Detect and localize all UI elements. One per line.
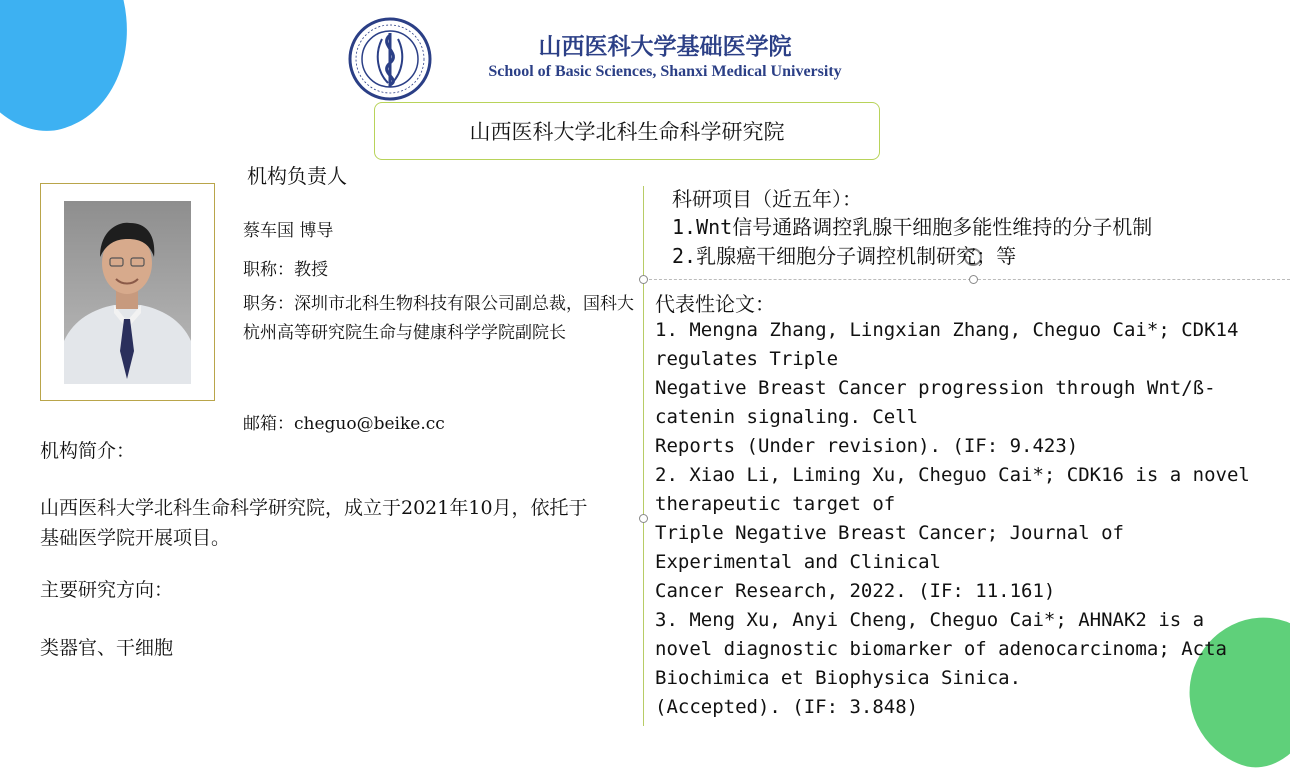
textbox-selection-border [644,279,1290,280]
institute-title-box [374,102,880,160]
leader-name: 蔡车国 博导 [243,221,334,241]
resize-handle-middle-left[interactable] [639,514,648,523]
intro-label: 机构简介： [40,440,136,462]
project-item: 2.乳腺癌干细胞分子调控机制研究；等 [672,244,1017,268]
portrait-photo [64,201,191,384]
projects-title: 科研项目（近五年）： [672,187,862,211]
direction-label: 主要研究方向： [40,579,174,601]
project-item: 1.Wnt信号通路调控乳腺干细胞多能性维持的分子机制 [672,215,1153,239]
intro-text: 山西医科大学北科生命科学研究院，成立于2021年10月，依托于基础医学院开展项目。 [40,497,588,549]
paper-item[interactable]: 3. Meng Xu, Anyi Cheng, Cheguo Cai*; AHNAK2 is a novel diagnostic biomarker of adenocarcinoma; Acta Biochimica et Biophysica Sinica. (Accepted). (IF: 3.848) [655,609,1227,718]
paper-item[interactable]: 1. Mengna Zhang, Lingxian Zhang, Cheguo Cai*; CDK14 regulates Triple Negative Breast Cancer progression through Wnt/ß- catenin signaling. Cell Reports (Under revision). (IF: 9.423) [655,319,1239,457]
resize-handle-top-middle[interactable] [969,275,978,284]
university-seal-icon [348,17,432,101]
institute-title: 山西医科大学北科生命科学研究院 [469,120,785,144]
school-name-cn: 山西医科大学基础医学院 [538,34,792,60]
direction-text: 类器官、干细胞 [40,637,174,659]
resize-handle-top-left[interactable] [639,275,648,284]
school-name-en: School of Basic Sciences, Shanxi Medical University [488,63,842,80]
leader-section-title: 机构负责人 [247,164,347,188]
leader-email: 邮箱：cheguo@beike.cc [243,414,445,434]
leader-title: 职称：教授 [243,260,328,280]
papers-title: 代表性论文： [655,292,775,316]
paper-item[interactable]: 2. Xiao Li, Liming Xu, Cheguo Cai*; CDK16 is a novel therapeutic target of Triple Negative Breast Cancer; Journal of Experimental and Clinical Cancer Research, 2022. (IF: 11.161) [655,464,1250,602]
decorative-blue-blob [0,0,152,149]
leader-duty: 职务：深圳市北科生物科技有限公司副总裁，国科大杭州高等研究院生命与健康科学学院副院长 [243,294,634,343]
column-divider [643,186,644,726]
